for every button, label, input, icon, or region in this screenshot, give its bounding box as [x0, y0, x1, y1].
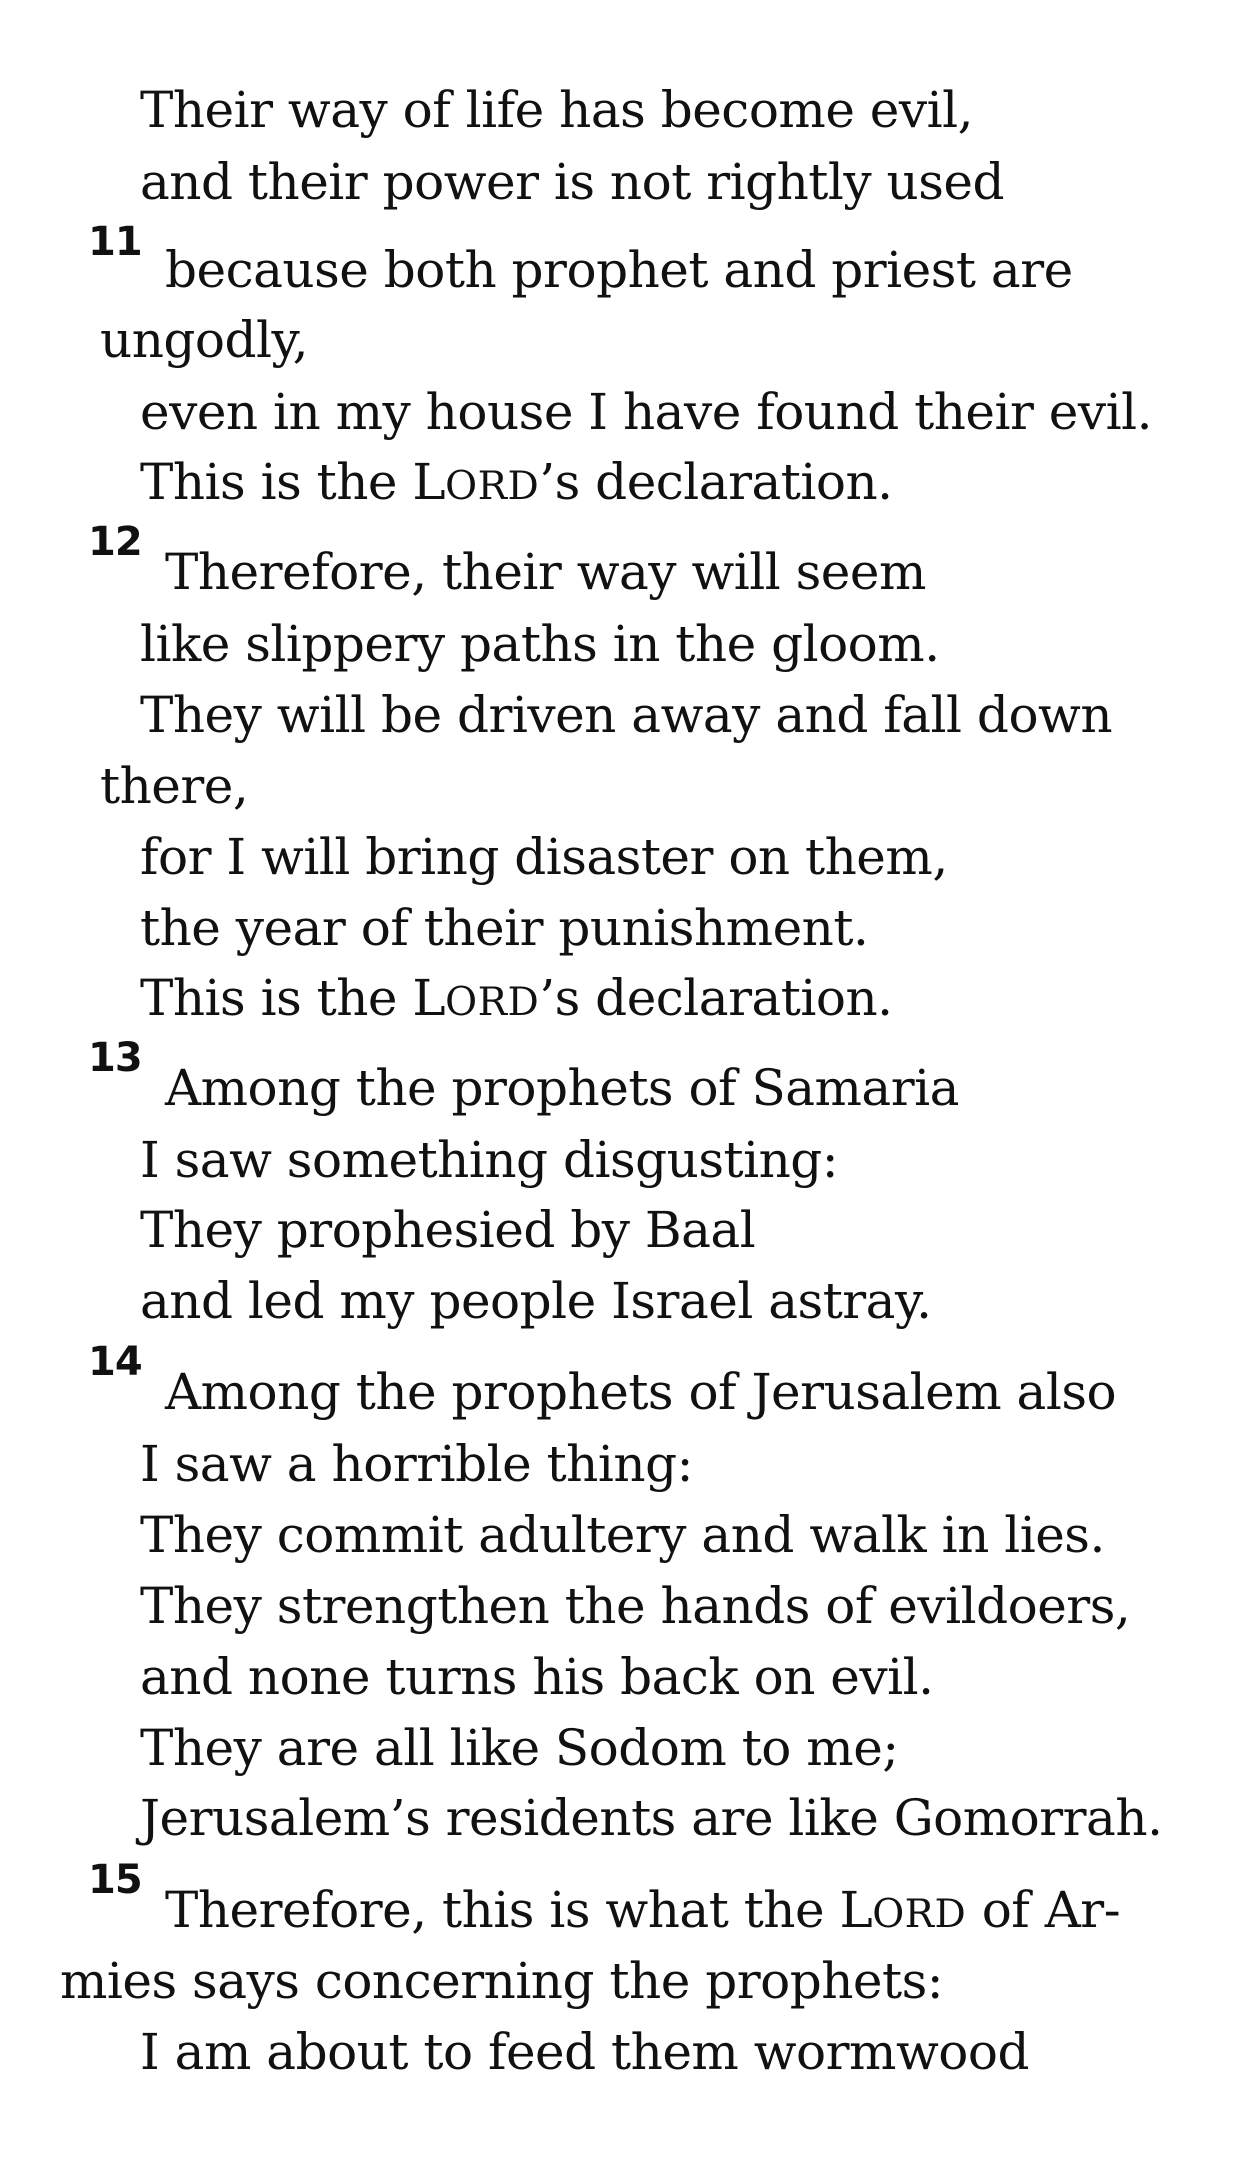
- passage-line: Among the prophets of Jerusalem also: [165, 1363, 1117, 1421]
- passage-line: like slippery paths in the gloom.: [140, 615, 940, 673]
- passage-line: [165, 1880, 1120, 1940]
- passage-line: mies says concerning the prophets:: [60, 1952, 944, 2010]
- verse-number-12: 12: [88, 519, 142, 565]
- passage-line: the year of their punishment.: [140, 899, 869, 957]
- verse-number-15: 15: [88, 1857, 142, 1903]
- passage-line: They will be driven away and fall down: [140, 686, 1113, 744]
- passage-line: They strengthen the hands of evildoers,: [140, 1577, 1131, 1635]
- divine-name-small-caps: ORD: [445, 980, 540, 1025]
- line-text: Therefore, this is what the L: [165, 1881, 873, 1939]
- passage-line: They commit adultery and walk in lies.: [140, 1506, 1105, 1564]
- passage-line: [140, 452, 893, 512]
- passage-line: Their way of life has become evil,: [140, 81, 974, 139]
- divine-name-small-caps: ORD: [872, 1892, 967, 1937]
- passage-line: there,: [100, 757, 249, 815]
- passage-line: [140, 968, 893, 1028]
- line-text: This is the L: [140, 453, 446, 511]
- verse-number-13: 13: [88, 1035, 142, 1081]
- passage-line: because both prophet and priest are: [165, 241, 1073, 299]
- line-text: ’s declaration.: [539, 969, 893, 1027]
- line-text: of Ar-: [966, 1881, 1121, 1939]
- passage-line: They are all like Sodom to me;: [140, 1719, 899, 1777]
- passage-line: and their power is not rightly used: [140, 153, 1004, 211]
- verse-number-11: 11: [88, 219, 142, 265]
- verse-number-14: 14: [88, 1339, 142, 1385]
- passage-line: I am about to feed them wormwood: [140, 2023, 1029, 2081]
- passage-line: ungodly,: [100, 311, 309, 369]
- passage-line: Among the prophets of Samaria: [165, 1059, 959, 1117]
- line-text: This is the L: [140, 969, 446, 1027]
- passage-line: for I will bring disaster on them,: [140, 828, 948, 886]
- passage-line: Therefore, their way will seem: [165, 543, 926, 601]
- passage-line: even in my house I have found their evil.: [140, 383, 1152, 441]
- passage-line: Jerusalem’s residents are like Gomorrah.: [140, 1789, 1163, 1847]
- passage-line: They prophesied by Baal: [140, 1201, 756, 1259]
- passage-line: and led my people Israel astray.: [140, 1272, 932, 1330]
- divine-name-small-caps: ORD: [445, 464, 540, 509]
- line-text: ’s declaration.: [539, 453, 893, 511]
- passage-line: and none turns his back on evil.: [140, 1648, 934, 1706]
- passage-line: I saw something disgusting:: [140, 1131, 839, 1189]
- passage-line: I saw a horrible thing:: [140, 1435, 693, 1493]
